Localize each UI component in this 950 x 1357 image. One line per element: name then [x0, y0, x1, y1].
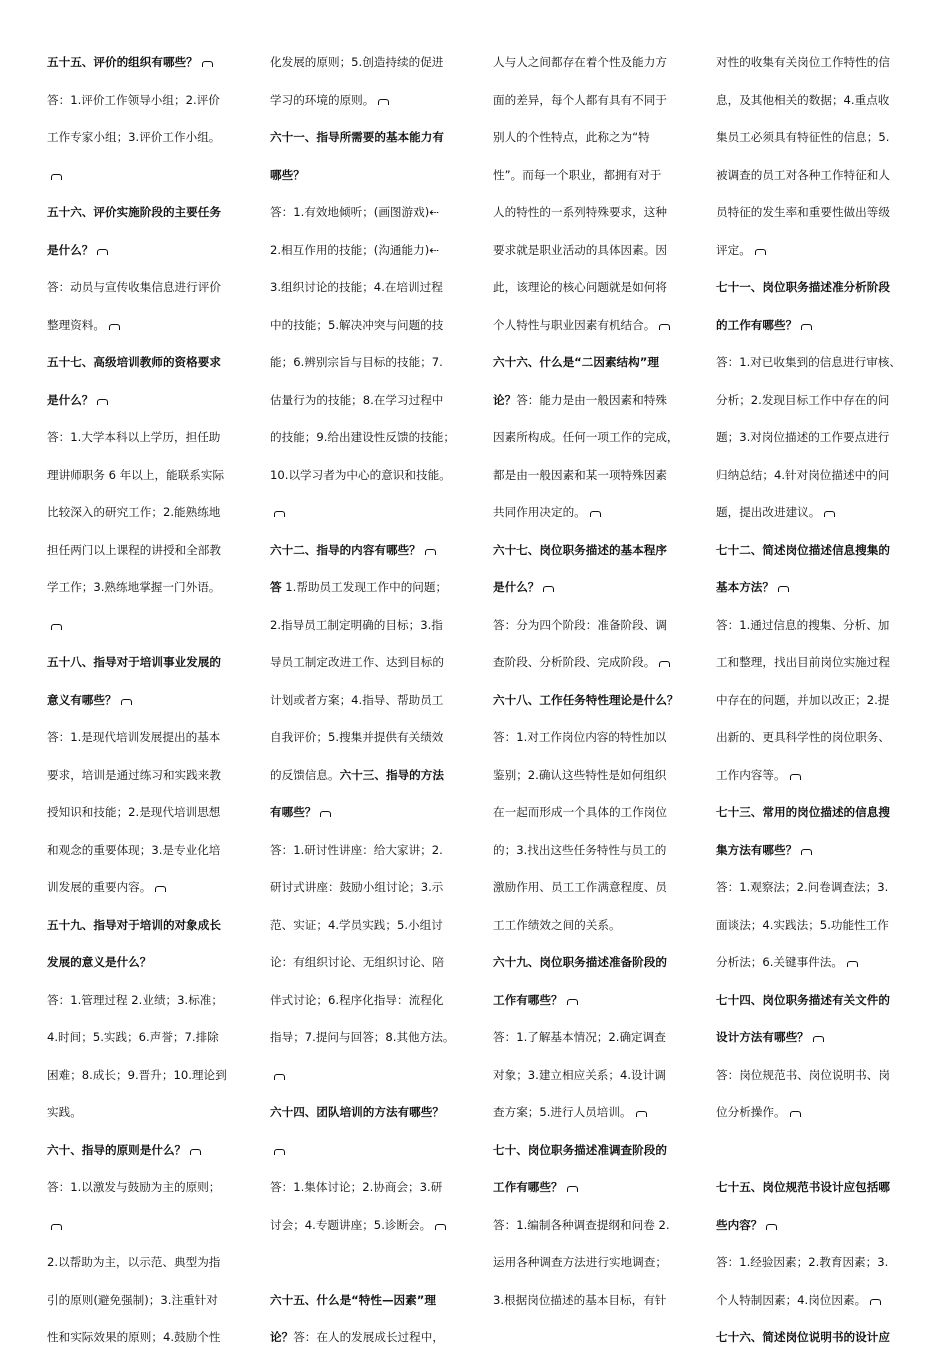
- paragraph-mark-icon: [755, 249, 766, 255]
- question-heading: 五十七、高级培训教师的资格要求 是什么？: [47, 355, 221, 407]
- answer-text: 答：1.集体讨论；2.协商会；3.研 讨会；4.专题讲座；5.诊断会。: [270, 1180, 443, 1232]
- question-heading: 五十九、指导对于培训的对象成长 发展的意义是什么？: [47, 917, 221, 969]
- paragraph-mark-icon: [121, 699, 132, 705]
- question-heading: 七十、岗位职务描述准调查阶段的 工作有哪些？: [493, 1142, 667, 1194]
- paragraph-mark-icon: [155, 886, 166, 892]
- question-heading: 六十一、指导所需要的基本能力有 哪些？: [270, 130, 444, 182]
- paragraph-mark-icon: [425, 549, 436, 555]
- answer-text: 答：1.以激发与鼓励为主的原则；: [47, 1180, 221, 1194]
- paragraph-mark-icon: [567, 999, 578, 1005]
- answer-text: 答：1.观察法；2.问卷调查法；3. 面谈法；4.实践法；5.功能性工作 分析法；6.关键事件法。: [716, 880, 889, 969]
- question-heading: 六十七、岗位职务描述的基本程序 是什么？: [493, 542, 667, 594]
- answer-text: 答：1.对工作岗位内容的特性加以 鉴别；2.确认这些特性是如何组织 在一起而形成一个具体的工作岗位 的；3.找出这些任务特性与员工的 激励作用、员工工作满意程度、员 工工作绩效之间的关系。: [493, 730, 667, 932]
- answer-text: 答：1.研讨性讲座：给大家讲；2. 研讨式讲座：鼓励小组讨论；3.示 范、实证；4.学员实践；5.小组讨 论：有组织讨论、无组织讨论、陪 伴式讨论；6.程序化指导：流程化 指导；7.提问与回答；8.其他方法。: [270, 842, 455, 1044]
- question-heading: 六十九、岗位职务描述准备阶段的 工作有哪些？: [493, 955, 667, 1007]
- question-heading: 六十六、什么是“二因素结构”理 论？: [493, 355, 659, 407]
- question-heading: 七十五、岗位规范书设计应包括哪 些内容？: [716, 1180, 890, 1232]
- paragraph-mark-icon: [778, 586, 789, 592]
- question-heading: 五十八、指导对于培训事业发展的 意义有哪些？: [47, 655, 221, 707]
- text-column-3: [493, 44, 693, 1319]
- paragraph-mark-icon: [813, 1036, 824, 1042]
- question-heading: 六十、指导的原则是什么？: [47, 1142, 187, 1157]
- answer-text: 化发展的原则；5.创造持续的促进 学习的环境的原则。: [270, 55, 444, 107]
- paragraph-mark-icon: [847, 961, 858, 967]
- question-heading: 六十四、团队培训的方法有哪些？: [270, 1105, 444, 1119]
- paragraph-mark-icon: [801, 324, 812, 330]
- question-heading: 七十四、岗位职务描述有关文件的 设计方法有哪些？: [716, 992, 890, 1044]
- answer-text: 答：动员与宣传收集信息进行评价 整理资料。: [47, 280, 221, 332]
- answer-text: 对性的收集有关岗位工作特性的信 息，及其他相关的数据；4.重点收 集员工必须具有特征性的信息；5. 被调查的员工对各种工作特征和人 员特征的发生率和重要性做出等级 评定。: [716, 55, 890, 257]
- paragraph-mark-icon: [870, 1299, 881, 1305]
- paragraph-mark-icon: [824, 511, 835, 517]
- paragraph-mark-icon: [274, 511, 285, 517]
- answer-text: 答：1.评价工作领导小组；2.评价 工作专家小组；3.评价工作小组。: [47, 92, 221, 144]
- paragraph-mark-icon: [659, 661, 670, 667]
- answer-text: 答：分为四个阶段：准备阶段、调 查阶段、分析阶段、完成阶段。: [493, 617, 667, 669]
- paragraph-mark-icon: [51, 174, 62, 180]
- answer-text: 答：1.管理过程 2.业绩；3.标准； 4.时间；5.实践；6.声誉；7.排除 困难；8.成长；9.晋升；10.理论到 实践。: [47, 992, 227, 1119]
- question-heading: 七十六、简述岗位说明书的设计应: [716, 1330, 890, 1344]
- answer-text: 答：岗位规范书、岗位说明书、岗 位分析操作。: [716, 1067, 890, 1119]
- paragraph-mark-icon: [274, 1149, 285, 1155]
- paragraph-mark-icon: [202, 61, 213, 67]
- paragraph-mark-icon: [659, 324, 670, 330]
- paragraph-mark-icon: [790, 1111, 801, 1117]
- paragraph-mark-icon: [320, 811, 331, 817]
- answer-text: 答：1.有效地倾听；(画图游戏)⇠ 2.相互作用的技能；(沟通能力)⇠ 3.组织讨论的技能；4.在培训过程 中的技能；5.解决冲突与问题的技 能；6.辨别宗旨与目标的技能；7. 估量行为的技能；8.在学习过程中 的技能；9.给出建设性反馈的技能； 10.以学习者为中心的意识和技能。: [270, 205, 455, 482]
- answer-text: 答：能力是由一般因素和特殊 因素所构成。任何一项工作的完成， 都是由一般因素和某一项特殊因素 共同作用决定的。: [493, 392, 679, 519]
- answer-text: 答：1.是现代培训发展提出的基本 要求，培训是通过练习和实践来教 授知识和技能；2.是现代培训思想 和观念的重要体现；3.是专业化培 训发展的重要内容。: [47, 730, 221, 894]
- question-heading: 五十六、评价实施阶段的主要任务 是什么？: [47, 205, 221, 257]
- answer-text: 答：1.编制各种调查提纲和问卷 2. 运用各种调查方法进行实地调查； 3.根据岗位描述的基本目标，有针: [493, 1217, 670, 1307]
- question-heading: 六十三、指导的方法 有哪些？: [270, 767, 444, 819]
- paragraph-mark-icon: [378, 99, 389, 105]
- question-heading: 六十八、工作任务特性理论是什么？: [493, 692, 679, 707]
- answer-text: 答：1.大学本科以上学历，担任助 理讲师职务 6 年以上，能联系实际 比较深入的研究工作；2.能熟练地 担任两门以上课程的讲授和全部教 学工作；3.熟练地掌握一门外语。: [47, 430, 225, 594]
- answer-text: 答：1.经验因素；2.教育因素；3. 个人特制因素；4.岗位因素。: [716, 1255, 889, 1307]
- answer-text: 答：1.了解基本情况；2.确定调查 对象；3.建立相应关系；4.设计调 查方案；5.进行人员培训。: [493, 1030, 666, 1119]
- paragraph-mark-icon: [435, 1224, 446, 1230]
- paragraph-mark-icon: [790, 774, 801, 780]
- question-heading: 六十五、什么是“特性—因素”理 论？: [270, 1292, 436, 1344]
- answer-text: 1.帮助员工发现工作中的问题； 2.指导员工制定明确的目标；3.指 导员工制定改进工作、达到目标的 计划或者方案；4.指导、帮助员工 自我评价；5.搜集并提供有关绩效 的反馈信息。: [270, 580, 448, 782]
- question-heading: 七十二、简述岗位描述信息搜集的 基本方法？: [716, 542, 890, 594]
- question-heading: 答: [270, 580, 282, 594]
- paragraph-mark-icon: [590, 511, 601, 517]
- paragraph-mark-icon: [636, 1111, 647, 1117]
- text-column-2: [270, 44, 470, 1357]
- paragraph-mark-icon: [97, 399, 108, 405]
- paragraph-mark-icon: [51, 1224, 62, 1230]
- text-column-4: [716, 44, 916, 1357]
- text-column-1: [47, 44, 247, 1357]
- answer-text: 答：在人的发展成长过程中，: [293, 1330, 444, 1344]
- answer-text: 人与人之间都存在着个性及能力方 面的差异，每个人都有具有不同于 别人的个性特点，此称之为“特 性”。而每一个职业，都拥有对于 人的特性的一系列特殊要求，这种 要求就是职业活动的具体因素。因 此，该理论的核心问题就是如何将 个人特性与职业因素有机结合。: [493, 55, 667, 332]
- paragraph-mark-icon: [51, 624, 62, 630]
- paragraph-mark-icon: [274, 1074, 285, 1080]
- paragraph-mark-icon: [97, 249, 108, 255]
- question-heading: 六十二、指导的内容有哪些？: [270, 542, 421, 557]
- answer-text: 答：1.通过信息的搜集、分析、加 工和整理，找出目前岗位实施过程 中存在的问题，并加以改正；2.提 出新的、更具科学性的岗位职务、 工作内容等。: [716, 617, 890, 782]
- paragraph-mark-icon: [190, 1149, 201, 1155]
- paragraph-mark-icon: [801, 849, 812, 855]
- question-heading: 七十一、岗位职务描述准分析阶段 的工作有哪些？: [716, 280, 890, 332]
- paragraph-mark-icon: [543, 586, 554, 592]
- paragraph-mark-icon: [567, 1186, 578, 1192]
- question-heading: 五十五、评价的组织有哪些？: [47, 55, 198, 69]
- answer-text: 答：1.对已收集到的信息进行审核、 分析；2.发现目标工作中存在的问 题；3.对岗位描述的工作要点进行 归纳总结；4.针对岗位描述中的问 题，提出改进建议。: [716, 355, 901, 519]
- question-heading: 七十三、常用的岗位描述的信息搜 集方法有哪些？: [716, 805, 890, 857]
- paragraph-mark-icon: [109, 324, 120, 330]
- paragraph-mark-icon: [766, 1224, 777, 1230]
- answer-text: 2.以帮助为主，以示范、典型为指 引的原则(避免强制)；3.注重针对 性和实际效果的原则；4.鼓励个性: [47, 1255, 221, 1344]
